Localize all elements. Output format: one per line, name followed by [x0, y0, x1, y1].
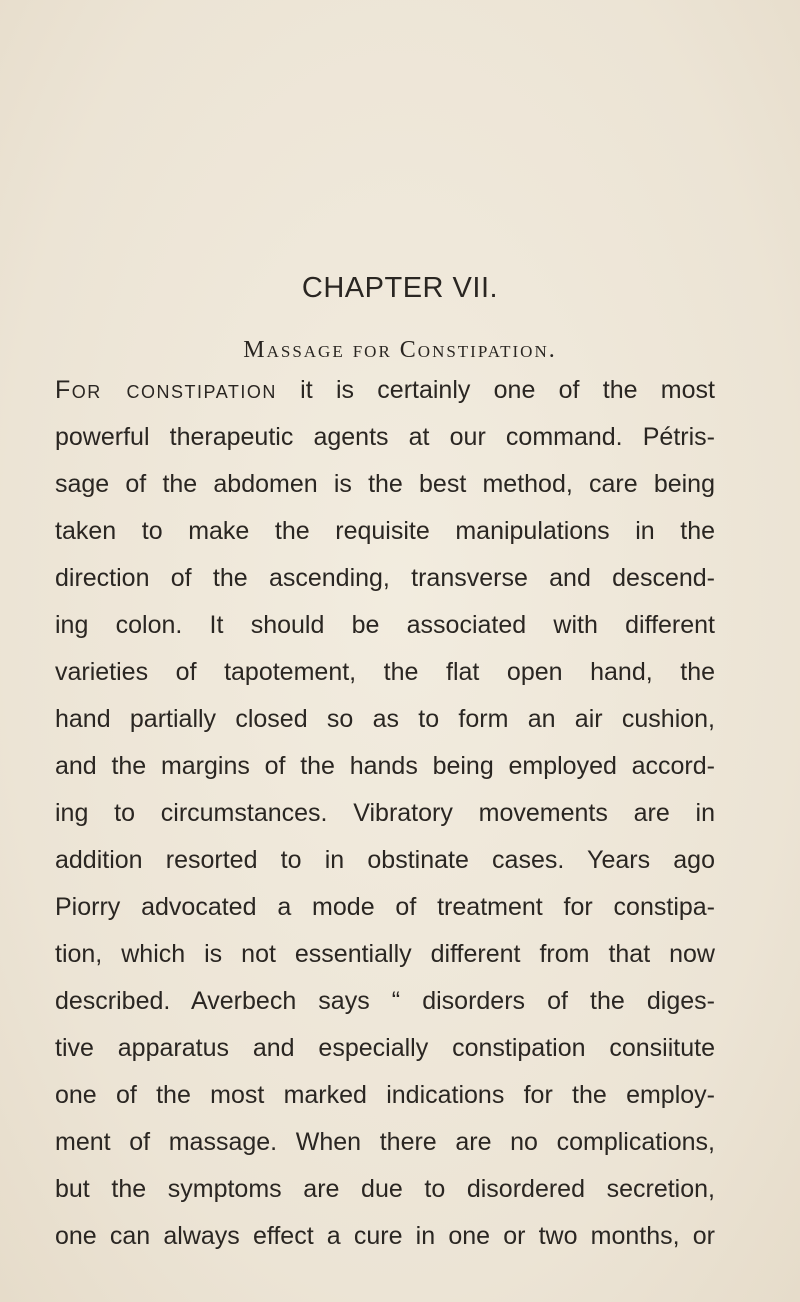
text-line: varieties of tapotement, the flat open hand, the [55, 658, 715, 686]
text-line: one of the most marked indications for the employ- [55, 1081, 715, 1109]
text-line: and the margins of the hands being employed accord- [55, 752, 715, 780]
text-line: hand partially closed so as to form an air cushion, [55, 705, 715, 733]
text-line: but the symptoms are due to disordered secretion, [55, 1175, 715, 1203]
chapter-number-heading: CHAPTER VII. [301, 272, 499, 304]
text-line: Piorry advocated a mode of treatment for constipa- [55, 893, 715, 921]
text-line: one can always effect a cure in one or two months, or [55, 1222, 715, 1250]
text-line: taken to make the requisite manipulations in the [55, 517, 715, 545]
text-line: direction of the ascending, transverse and descend- [55, 564, 715, 592]
text-line: addition resorted to in obstinate cases. Years ago [55, 846, 715, 874]
text-line: sage of the abdomen is the best method, care being [55, 470, 715, 498]
chapter-title: Massage for Constipation. [243, 337, 557, 363]
text-line-rest: it is certainly one of the most [276, 376, 715, 404]
text-line [55, 367, 715, 414]
text-line: tive apparatus and especially constipation consiitute [55, 1034, 715, 1062]
body-paragraph [55, 367, 715, 1260]
text-line: described. Averbech says “ disorders of the diges- [55, 987, 715, 1015]
text-line: ing to circumstances. Vibratory movements are in [55, 799, 715, 827]
text-line: ing colon. It should be associated with different [55, 611, 715, 639]
lead-in-small-caps: For constipation [55, 376, 277, 404]
text-line: powerful therapeutic agents at our command. Pétris- [55, 423, 715, 451]
text-line: ment of massage. When there are no complications, [55, 1128, 715, 1156]
text-line: tion, which is not essentially different from that now [55, 940, 715, 968]
